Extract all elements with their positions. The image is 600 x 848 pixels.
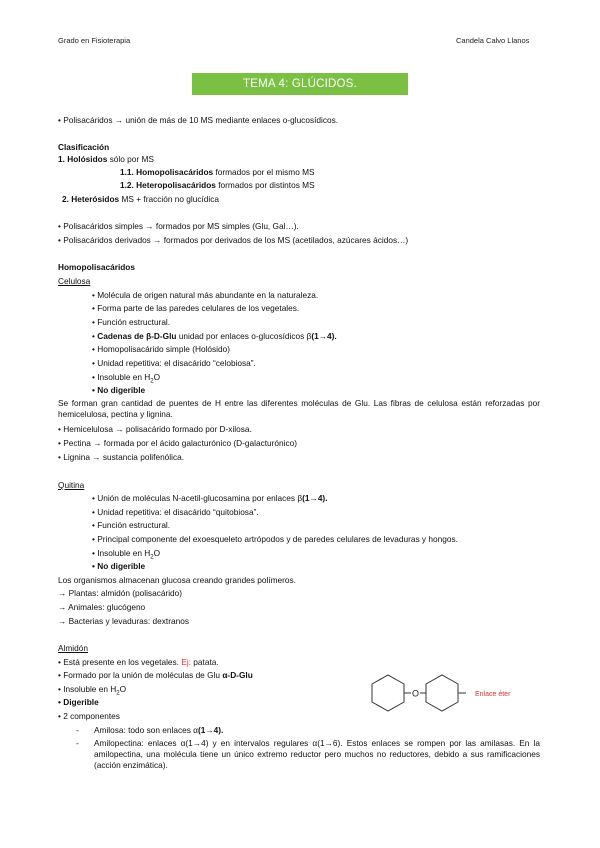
page-title: TEMA 4: GLÚCIDOS. POLISACÁRIDOS. bbox=[192, 73, 408, 95]
quitina-insoluble: • Insoluble en $H_2O$ bbox=[92, 548, 161, 561]
almidon-formado: • Formado por la unión de moléculas de Glu α-D-Glu bbox=[58, 670, 253, 680]
ether-bond-label: Enlace éter bbox=[475, 691, 511, 698]
almidon-presente: • Está presente en los vegetales. Ej: patata. bbox=[58, 657, 219, 667]
quitina-no-digerible: • No digerible bbox=[92, 561, 146, 571]
bacterias-line: → Bacterias y levaduras: dextranos bbox=[58, 616, 189, 626]
plantas-line: → Plantas: almidón (polisacárido) bbox=[58, 588, 183, 598]
heterosidos-line: 2. Heterósidos MS + fracción no glucídica bbox=[62, 194, 220, 204]
celulosa-item: • Unidad repetitiva: el disacárido “celobiosa”. bbox=[92, 358, 256, 368]
ether-bond-figure bbox=[360, 668, 550, 720]
celulosa-item: • Homopolisacárido simple (Holósido) bbox=[92, 344, 231, 354]
heteropolisacaridos-line: 1.2. Heteropolisacáridos formados por distintos MS bbox=[120, 180, 315, 190]
amilopectina-paragraph: Amilopectina: enlaces α(1→4) y en intervalos regulares α(1→6). Estos enlaces se rompen por las amilasas. En la amilopectina, una molécula tiene un único extremo reductor pero muchos no reductores, debido a sus ramificaciones (acción enzimática). bbox=[94, 738, 540, 770]
derivados-line: • Polisacáridos derivados → formados por derivados de los MS (acetilados, azúcares ácidos…) bbox=[58, 235, 409, 245]
intro-line: • Polisacáridos → unión de más de 10 MS mediante enlaces o-glucosídicos. bbox=[58, 115, 339, 125]
quitina-item: • Función estructural. bbox=[92, 520, 171, 530]
glucosa-line: Los organismos almacenan glucosa creando grandes polímeros. bbox=[58, 575, 296, 585]
simples-line: • Polisacáridos simples → formados por MS simples (Glu, Gal…). bbox=[58, 221, 299, 231]
celulosa-title: Celulosa bbox=[58, 276, 91, 286]
cyclohexane-ring-right bbox=[426, 675, 458, 711]
homopolisacaridos-line: 1.1. Homopolisacáridos formados por el mismo MS bbox=[120, 167, 315, 177]
cyclohexane-ring-left bbox=[372, 675, 404, 711]
almidon-digerible: • Digerible bbox=[58, 697, 99, 707]
almidon-insoluble: • Insoluble en $H_2O$ bbox=[58, 684, 127, 697]
puentes-paragraph: Se forman gran cantidad de puentes de H entre las diferentes moléculas de Glu. Las fibras de celulosa están reforzadas por hemicelulosa, pectina y lignina. bbox=[58, 398, 540, 419]
amilopectina-dash: - bbox=[76, 738, 79, 748]
celulosa-item: • Molécula de origen natural más abundante en la naturaleza. bbox=[92, 290, 319, 300]
quitina-union: • Unión de moléculas N-acetil-glucosamina por enlaces β(1→4). bbox=[92, 493, 328, 503]
homopolisacaridos-heading: Homopolisacáridos bbox=[58, 262, 135, 272]
celulosa-no-digerible: • No digerible bbox=[92, 385, 146, 395]
amilosa-line: - Amilosa: todo son enlaces α(1→4). bbox=[76, 725, 224, 735]
quitina-item: • Unidad repetitiva: el disacárido “quitobiosa”. bbox=[92, 507, 259, 517]
almidon-title: Almidón bbox=[58, 643, 88, 653]
header-left: Grado en Fisioterapia bbox=[58, 36, 131, 45]
clasificacion-heading: Clasificación bbox=[58, 142, 110, 152]
ether-oxygen-label: O bbox=[411, 688, 420, 699]
holosidos-line: 1. Holósidos sólo por MS bbox=[58, 154, 154, 164]
quitina-title: Quitina bbox=[58, 480, 85, 490]
lignina-line: • Lignina → sustancia polifenólica. bbox=[58, 452, 185, 462]
celulosa-item: • Forma parte de las paredes celulares de los vegetales. bbox=[92, 303, 300, 313]
animales-line: → Animales: glucógeno bbox=[58, 602, 146, 612]
pectina-line: • Pectina → formada por el ácido galacturónico (D-galacturónico) bbox=[58, 438, 298, 448]
almidon-componentes: • 2 componentes bbox=[58, 711, 120, 721]
celulosa-item: • Función estructural. bbox=[92, 317, 171, 327]
quitina-item: • Principal componente del exoesqueleto artrópodos y de paredes celulares de levaduras y hongos. bbox=[92, 534, 458, 544]
header-right: Candela Calvo Llanos bbox=[456, 36, 530, 45]
celulosa-insoluble: • Insoluble en $H_2O$ bbox=[92, 372, 161, 385]
hemicelulosa-line: • Hemicelulosa → polisacárido formado por D-xilosa. bbox=[58, 424, 252, 434]
celulosa-chain: • Cadenas de β-D-Glu unidad por enlaces o-glucosídicos β(1→4). bbox=[92, 331, 337, 341]
